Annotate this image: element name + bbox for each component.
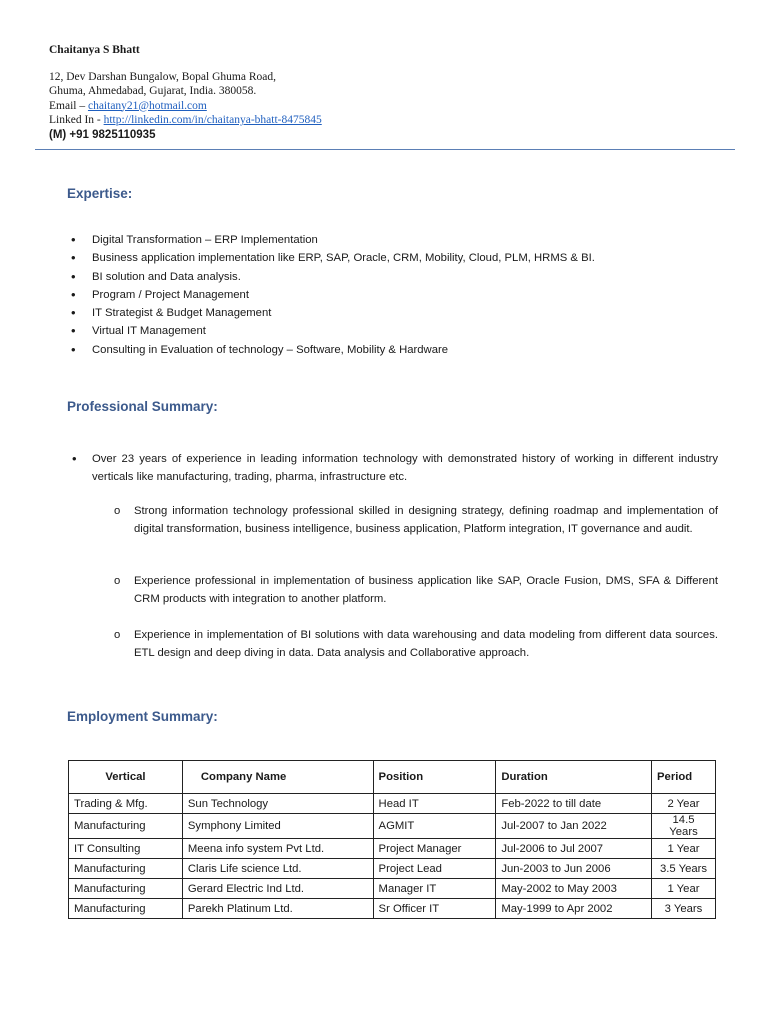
summary-sub-text-2: Experience professional in implementation of business application like SAP, Oracle Fusion, DMS, SFA & Different CRM products with integration to another platform. (134, 575, 718, 605)
duration-cell: Jul-2006 to Jul 2007 (496, 839, 652, 859)
header-period: Period (652, 761, 716, 794)
vertical-cell: Manufacturing (69, 899, 183, 919)
expertise-item: • Virtual IT Management (71, 322, 595, 340)
linkedin-label: Linked In - (49, 114, 104, 126)
header-vertical: Vertical (69, 761, 183, 794)
expertise-item: • IT Strategist & Budget Management (71, 304, 595, 322)
company-cell: Gerard Electric Ind Ltd. (182, 879, 373, 899)
duration-cell: Jun-2003 to Jun 2006 (496, 859, 652, 879)
table-row (69, 859, 716, 879)
duration-cell: Jul-2007 to Jan 2022 (496, 814, 652, 839)
table-row (69, 899, 716, 919)
bullet-marker: • (72, 451, 77, 466)
period-cell: 1 Year (652, 879, 716, 899)
vertical-cell: Manufacturing (69, 879, 183, 899)
period-cell: 2 Year (652, 794, 716, 814)
table-row (69, 814, 716, 839)
summary-sub-item-2 (114, 572, 718, 608)
company-cell: Parekh Platinum Ltd. (182, 899, 373, 919)
duration-cell: Feb-2022 to till date (496, 794, 652, 814)
table-row (69, 794, 716, 814)
position-cell: Manager IT (373, 879, 496, 899)
linkedin-link[interactable]: http://linkedin.com/in/chaitanya-bhatt-8475845 (103, 114, 322, 126)
email-label: Email – (49, 99, 88, 112)
expertise-heading: Expertise: (67, 186, 133, 201)
contact-header (49, 43, 322, 142)
circle-bullet-icon: o (114, 629, 121, 641)
phone-number: (M) +91 9825110935 (49, 128, 156, 141)
expertise-item: • Business application implementation like ERP, SAP, Oracle, CRM, Mobility, Cloud, PLM, HRMS & BI. (71, 249, 595, 267)
vertical-cell: Trading & Mfg. (69, 794, 183, 814)
duration-cell: May-1999 to Apr 2002 (496, 899, 652, 919)
expertise-item: • Program / Project Management (71, 286, 595, 304)
candidate-name: Chaitanya S Bhatt (49, 44, 140, 56)
summary-sub-text-1: Strong information technology professional skilled in designing strategy, defining roadmap and implementation of digital transformation, business intelligence, business application, Platform integration, IT governance and audit. (134, 505, 718, 535)
header-company-name: Company Name (182, 761, 373, 794)
summary-main-text: Over 23 years of experience in leading information technology with demonstrated history of working in different industry verticals like manufacturing, trading, pharma, infrastructure etc. (92, 453, 718, 483)
position-cell: AGMIT (373, 814, 496, 839)
period-cell: 3 Years (652, 899, 716, 919)
professional-summary-heading: Professional Summary: (67, 399, 218, 414)
summary-sub-text-3: Experience in implementation of BI solutions with data warehousing and data modeling from different data sources. ETL design and deep diving in data. Data analysis and Collaborative approach. (134, 629, 718, 659)
position-cell: Sr Officer IT (373, 899, 496, 919)
company-cell: Symphony Limited (182, 814, 373, 839)
employment-table-body (69, 794, 716, 919)
vertical-cell: Manufacturing (69, 814, 183, 839)
expertise-list (71, 231, 595, 359)
expertise-item: • BI solution and Data analysis. (71, 268, 595, 286)
vertical-cell: IT Consulting (69, 839, 183, 859)
summary-main-item (72, 450, 718, 486)
header-position: Position (373, 761, 496, 794)
vertical-cell: Manufacturing (69, 859, 183, 879)
header-duration: Duration (496, 761, 652, 794)
period-cell: 1 Year (652, 839, 716, 859)
table-row (69, 839, 716, 859)
company-cell: Claris Life science Ltd. (182, 859, 373, 879)
company-cell: Sun Technology (182, 794, 373, 814)
period-cell: 3.5 Years (652, 859, 716, 879)
email-line (49, 99, 322, 114)
employment-table (68, 760, 716, 919)
expertise-item: • Consulting in Evaluation of technology – Software, Mobility & Hardware (71, 341, 595, 359)
linkedin-line (49, 113, 322, 128)
table-header-row (69, 761, 716, 794)
period-cell: 14.5 Years (652, 814, 716, 839)
table-row (69, 879, 716, 899)
address-line-2: Ghuma, Ahmedabad, Gujarat, India. 380058. (49, 85, 257, 97)
employment-summary-heading: Employment Summary: (67, 709, 218, 724)
address-line-1: 12, Dev Darshan Bungalow, Bopal Ghuma Road, (49, 70, 276, 83)
circle-bullet-icon: o (114, 575, 121, 587)
position-cell: Project Manager (373, 839, 496, 859)
duration-cell: May-2002 to May 2003 (496, 879, 652, 899)
email-link[interactable]: chaitany21@hotmail.com (87, 99, 207, 112)
position-cell: Project Lead (373, 859, 496, 879)
company-cell: Meena info system Pvt Ltd. (182, 839, 373, 859)
expertise-item: • Digital Transformation – ERP Implementation (71, 231, 595, 249)
summary-sub-item-3 (114, 626, 718, 662)
position-cell: Head IT (373, 794, 496, 814)
circle-bullet-icon: o (114, 505, 121, 517)
header-divider (35, 149, 735, 150)
summary-sub-item-1 (114, 502, 718, 538)
